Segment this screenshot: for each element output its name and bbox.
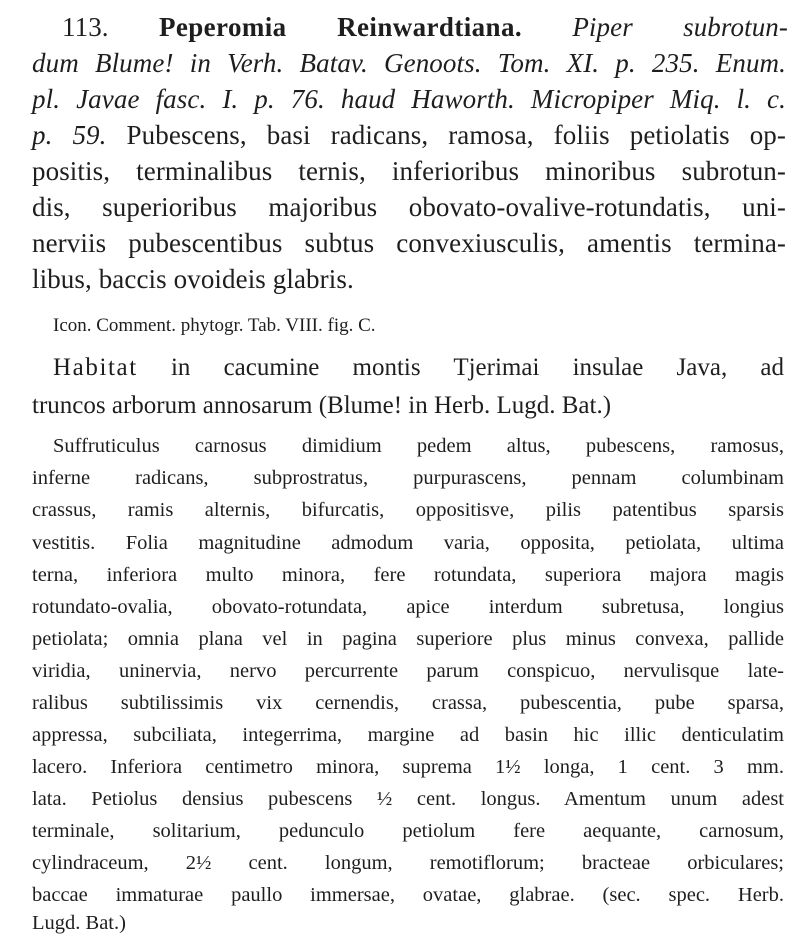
diagnosis-line: libus, baccis ovoideis glabris. [32,264,354,294]
description-line: rotundato-ovalia, obovato-rotundata, apice interdum subretusa, longius [32,596,784,618]
species-name: Peperomia Reinwardtiana. [158,12,522,42]
description-line: lacero. Inferiora centimetro minora, suprema 1½ longa, 1 cent. 3 mm. [32,756,784,778]
description-line: terminale, solitarium, pedunculo petiolum fere aequante, carnosum, [32,820,784,842]
icon-reference: Icon. Comment. phytogr. Tab. VIII. fig. C. [53,315,376,336]
habitat-line [53,355,784,380]
synonym-line: pl. Javae fasc. I. p. 76. haud Haworth. Micropiper Miq. l. c. [32,84,786,114]
description-line: baccae immaturae paullo immersae, ovatae, glabrae. (sec. spec. Herb. [32,884,784,906]
page-reference: p. 59. [32,120,107,150]
description-line: appressa, subciliata, integerrima, margine ad basin hic illic denticulatim [32,724,784,746]
description-line: lata. Petiolus densius pubescens ½ cent. longus. Amentum unum adest [32,788,784,810]
description-line: petiolata; omnia plana vel in pagina superiore plus minus convexa, pallide [32,628,784,650]
description-line: cylindraceum, 2½ cent. longum, remotiflorum; bracteae orbiculares; [32,852,784,874]
habitat-word: Habitat [53,354,138,381]
diagnosis-line: dis, superioribus majoribus obovato-ovalive-rotundatis, uni- [32,192,786,222]
description-line: inferne radicans, subprostratus, purpurascens, pennam columbinam [32,467,784,489]
diagnosis-line: positis, terminalibus ternis, inferioribus minoribus subrotun- [32,156,786,186]
synonym-text: Piper subrotun- [572,12,789,42]
diagnosis-text: Pubescens, basi radicans, ramosa, foliis petiolatis op- [126,120,786,150]
description-line: vestitis. Folia magnitudine admodum varia, opposita, petiolata, ultima [32,532,784,554]
description-line: Lugd. Bat.) [32,912,126,934]
entry-number: 113. [62,12,109,42]
description-line: Suffruticulus carnosus dimidium pedem altus, pubescens, ramosus, [53,435,784,457]
diagnosis-line: nerviis pubescentibus subtus convexiusculis, amentis termina- [32,228,786,258]
synonym-line: dum Blume! in Verh. Batav. Genoots. Tom. XI. p. 235. Enum. [32,48,786,78]
description-line: crassus, ramis alternis, bifurcatis, oppositisve, pilis patentibus sparsis [32,499,784,521]
entry-heading-line [62,14,788,41]
description-line: viridia, uninervia, nervo percurrente parum conspicuo, nervulisque late- [32,660,784,682]
diagnosis-line [32,122,786,149]
habitat-text: in cacumine montis Tjerimai insulae Java, ad [170,354,784,381]
habitat-line: truncos arborum annosarum (Blume! in Herb. Lugd. Bat.) [32,392,612,419]
description-line: ralibus subtilissimis vix cernendis, crassa, pubescentia, pube sparsa, [32,692,784,714]
description-line: terna, inferiora multo minora, fere rotundata, superiora majora magis [32,564,784,586]
